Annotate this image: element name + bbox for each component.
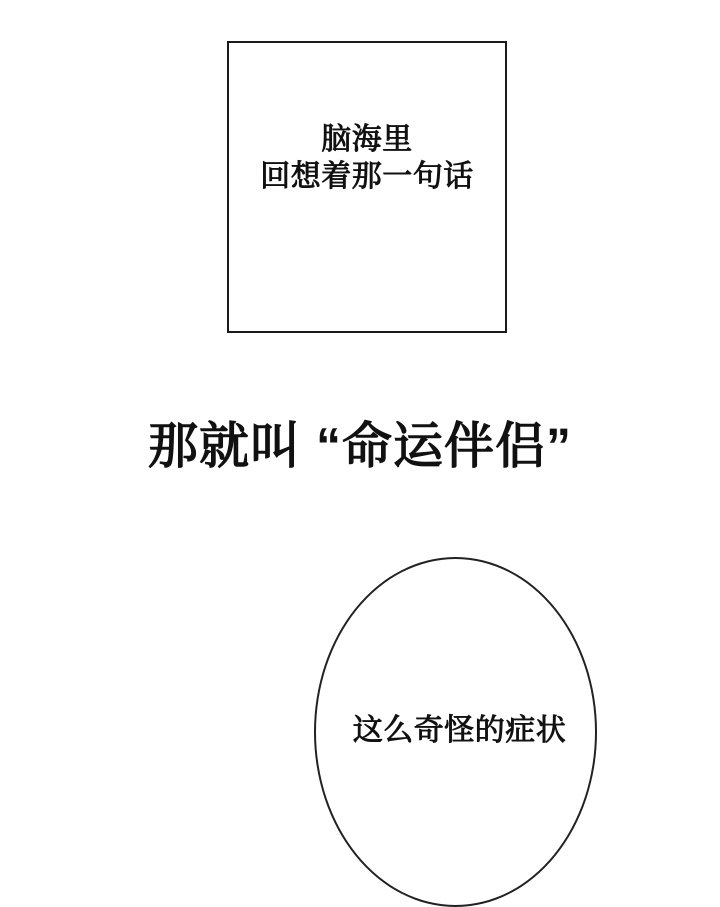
narration-line-1: 脑海里: [321, 123, 413, 156]
speech-bubble-text: 这么奇怪的症状: [352, 714, 567, 747]
speech-bubble: [314, 557, 597, 907]
narration-box-panel: [227, 41, 507, 333]
narration-line-2: 回想着那一句话: [260, 160, 474, 193]
headline-text: 那就叫 “命运伴侣”: [148, 418, 572, 474]
narration-text: [229, 121, 505, 195]
